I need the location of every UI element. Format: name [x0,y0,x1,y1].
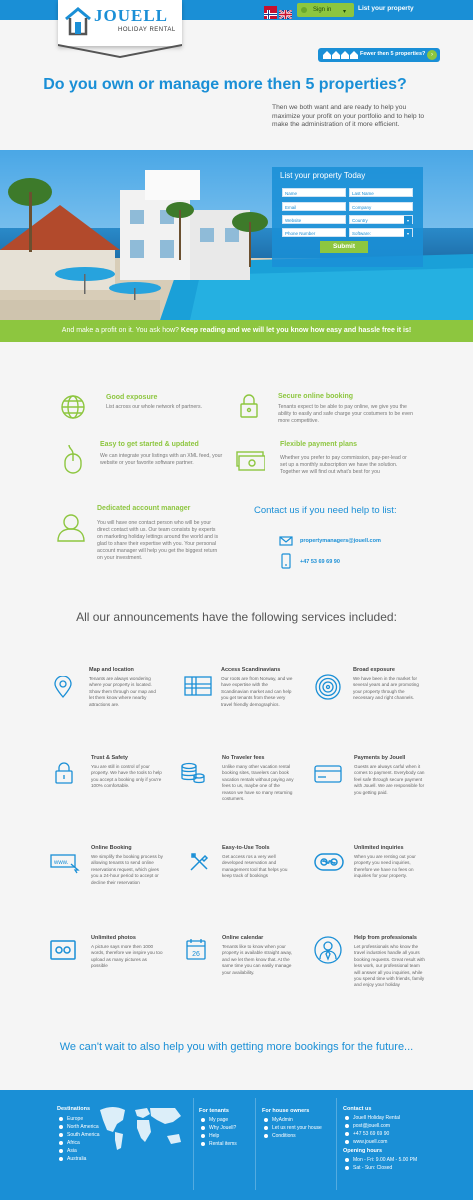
footer-destinations-title: Destinations [57,1106,91,1112]
footer-divider [336,1098,337,1190]
person-icon [56,512,86,542]
contact-phone-link[interactable]: +47 53 69 69 90 [300,559,340,565]
feature-text-secure: Tenants expect to be able to pay online, we give you the ability to easily and safe charge your costumers to be even more competitive. [278,404,413,424]
hero-text: Then we both want and are ready to help you maximize your profit on your portfolio and to help to make the administration of it more efficient. [272,104,425,128]
footer-link[interactable]: South America [59,1131,100,1139]
service-title: Help from professionals [354,935,417,941]
envelope-icon [279,536,293,546]
feature-title-secure: Secure online booking [278,393,354,400]
money-icon [235,448,265,474]
service-title: Access Scandinavians [221,667,281,673]
target-icon [315,674,341,700]
footer-hours-item: Mon - Fri: 9.00 AM - 5.00 PM [345,1156,417,1164]
services-title: All our announcements have the following services included: [76,610,397,624]
phone-field[interactable]: Phone Number [282,228,346,237]
footer-hours-item: Sat - Sun: Closed [345,1164,417,1172]
footer-divider [193,1098,194,1190]
hero-title: Do you own or manage more then 5 properties? [43,76,407,93]
green-banner [0,320,473,342]
www-label: www. [54,860,69,866]
feature-title-manager: Dedicated account manager [97,505,191,512]
footer-link[interactable]: North America [59,1123,100,1131]
service-text: Guests are always carful when it comes to payment. Everybody can feel safe through secure payment with Jouell. We are responsible for you getting paid. [354,764,425,795]
footer-link[interactable]: Why Jouell? [201,1124,237,1132]
footer-link[interactable]: Help [201,1132,237,1140]
footer-contact-item: Jouell Holiday Rental [345,1114,400,1122]
lock-icon [236,393,262,419]
calendar-day: 26 [192,951,200,958]
footer-hours-title: Opening hours [343,1148,383,1154]
footer-divider [255,1098,256,1190]
service-text: Tenants like to know when your property is available straight away, and we let them know that. At the same time you can easily manage your availability. [222,944,293,975]
closing-text: We can't wait to also help you with getting more bookings for the future... [59,1041,414,1053]
feature-text-easy: We can integrate your listings with an XML feed, your website or your favorite software partner. [100,453,223,466]
contact-title: Contact us if you need help to list: [254,505,397,516]
footer-tenants-title: For tenants [199,1108,229,1114]
uk-flag-icon[interactable] [279,6,292,15]
logo-chevron [58,44,182,58]
footer-link[interactable]: Conditions [264,1132,322,1140]
tools-icon [188,851,210,873]
footer [0,1090,473,1200]
professional-icon [314,936,342,964]
footer-contact-item[interactable]: www.jouell.com [345,1138,400,1146]
feature-text-exposure: List across our whole network of partners. [106,404,203,410]
feature-title-easy: Easy to get started & updated [100,441,199,448]
contact-email-link[interactable]: propertymanagers@jouell.com [300,538,381,544]
feature-text-manager: You will have one contact person who will be your direct contact with us. Our team consists by experts on marketing holiday lettings around the world and is glad to share their expertise with you. Your personal account manager will help you get the biggest return on your investment. [97,520,219,561]
service-title: Trust & Safety [91,755,128,761]
company-field[interactable]: Company [349,202,413,211]
service-title: Online calendar [222,935,264,941]
brand-name: JOUELL [94,6,169,25]
footer-contact-item[interactable]: post@jouell.com [345,1122,400,1130]
fewer-properties-button[interactable] [318,48,440,62]
name-field[interactable]: Name [282,188,346,197]
houses-icon [322,50,358,60]
form-title: List your property Today [280,171,366,180]
footer-link[interactable]: Africa [59,1139,100,1147]
chevron-down-icon: ▾ [404,229,412,238]
footer-link[interactable]: My page [201,1116,237,1124]
service-text: Our roots are from Norway, and we have expertise with the Scandinavian market and can help you get tenants from these very travel friendly demographics. [221,676,293,707]
website-field[interactable]: Website [282,215,346,224]
software-select-label: Software: [352,231,372,236]
service-title: Unlimited photos [91,935,136,941]
infinity-icon [314,851,344,873]
logo[interactable] [58,0,182,46]
footer-link[interactable]: MyAdmin [264,1116,322,1124]
house-logo-icon [64,6,92,36]
software-select[interactable] [349,228,413,237]
arrow-right-icon: › [427,50,437,60]
footer-owners-title: For house owners [262,1108,310,1114]
footer-link[interactable]: Let us rent your house [264,1124,322,1132]
service-title: Broad exposure [353,667,395,673]
www-cursor-icon [50,852,80,874]
brand-tagline: HOLIDAY RENTAL [118,27,176,33]
lock-icon [53,762,75,784]
country-select[interactable] [349,215,413,224]
service-title: Easy-to-Use Tools [222,845,270,851]
signin-label: Sign in [313,7,332,13]
service-text: We have been in the market for several years and are promoting your property through the necessary and right channels. [353,676,419,701]
list-property-link[interactable]: List your property [358,5,414,12]
norway-flag-icon [184,675,212,697]
footer-contact-item: +47 53 69 69 90 [345,1130,400,1138]
service-title: Map and location [89,667,134,673]
user-icon [301,7,307,13]
footer-contact-title: Contact us [343,1106,372,1112]
service-text: When you are renting out your property you need inquiries, therefore we have no fees on inquiries for your property. [354,854,416,879]
map-pin-icon [52,676,74,698]
coins-icon [180,762,206,784]
service-text: Tenants are always wondering where your property is located. Show them through our map and let them know where nearby attractions are. [89,676,156,707]
banner-prefix: And make a profit on it. You ask how? [61,327,179,334]
service-text: Let professionals who know the travel industries handle all yours booking requests. Great result with less work, our professional team will answer all you inquiries, while you spend time with friends, family and enjoy your holiday [354,944,425,988]
service-text: A picture says more then 1000 words, therefore we inspire you too upload as many pictures as possible [91,944,163,969]
last-name-field[interactable]: Last Name [349,188,413,197]
fewer-properties-label: Fewer then 5 properties? [360,51,426,57]
feature-text-payment: Whether you prefer to pay commission, pay-per-lead or set up a monthly subscription we have the solution. Together we will find out what's best for you [280,455,407,475]
globe-icon [60,394,86,420]
world-map-icon [95,1102,185,1152]
submit-button[interactable]: Submit [320,241,368,253]
service-title: Online Booking [91,845,132,851]
service-title: Payments by Jouell [354,755,406,761]
credit-card-icon [314,763,342,785]
feature-title-payment: Flexible payment plans [280,441,358,448]
chevron-down-icon: ▾ [404,216,412,225]
footer-link[interactable]: Australia [59,1155,100,1163]
service-title: Unlimited inquiries [354,845,404,851]
footer-link[interactable]: Asia [59,1147,100,1155]
email-field[interactable]: Email [282,202,346,211]
service-text: You are still in control of your property. We have the tools to help you accept a booking only if you're 100% comfortable. [91,764,162,789]
service-text: Get access ros a very well developed reservation and management tool that helps you keep track of bookings [222,854,288,879]
footer-link[interactable]: Europe [59,1115,100,1123]
norway-flag-icon[interactable] [264,6,277,15]
service-text: We simplify the booking process by allowing tenants to send online reservations request, which gives you a 24-hour period to accept or decline their reservation [91,854,163,885]
country-select-label: Country [352,218,368,223]
calendar-icon [185,938,207,960]
signin-button[interactable] [297,3,354,17]
service-text: Unlike many other vacation rental booking sites, travelers can book vacation rentals without paying any fees to us, maybe one of the reason we have so many returning costumers. [222,764,294,802]
infinity-photo-icon [50,939,76,961]
feature-title-exposure: Good exposure [106,394,158,401]
chevron-down-icon: ▾ [343,9,347,15]
mobile-phone-icon [281,553,291,569]
footer-link[interactable]: Rental items [201,1140,237,1148]
banner-strong: Keep reading and we will let you know how easy and hassle free it is! [180,327,412,334]
service-title: No Traveler fees [222,755,265,761]
mouse-icon [60,444,86,474]
